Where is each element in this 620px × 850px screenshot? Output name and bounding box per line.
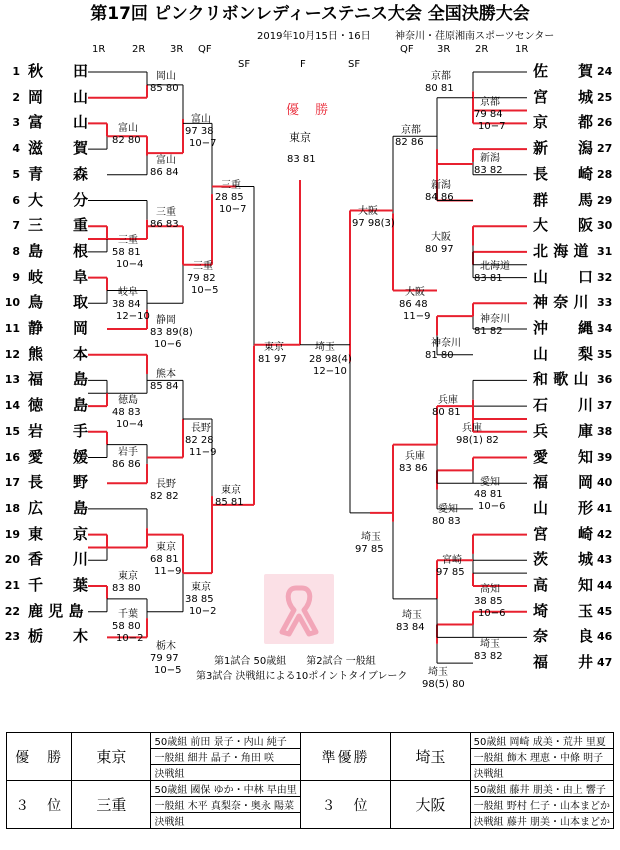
match-score: 81 97	[258, 354, 287, 365]
team-name: 香 川	[28, 550, 89, 569]
seed-number: 26	[597, 116, 613, 130]
member-cell: 一般組 飾木 理恵・中條 明子	[470, 749, 613, 765]
match-winner: 岡山	[156, 71, 176, 82]
match-tiebreak: 10−4	[116, 259, 144, 270]
match-tiebreak: 10−7	[219, 204, 247, 215]
round-header-final: F	[300, 59, 306, 70]
team-name: 奈 良	[533, 627, 594, 646]
match-score: 38 85	[185, 594, 214, 605]
match-score: 82 82	[150, 491, 179, 502]
match-score: 86 84	[150, 167, 179, 178]
member-cell: 決戦組	[470, 765, 613, 781]
team-cell: 埼玉	[391, 733, 470, 781]
match-score: 97 98(3)	[352, 218, 395, 229]
match-winner: 埼玉	[480, 639, 500, 650]
member-cell: 50歳組 藤井 朋美・由上 響子	[470, 781, 613, 797]
match-score: 83 82	[474, 165, 503, 176]
match-tiebreak: 10−7	[189, 138, 217, 149]
match-score: 86 48	[399, 299, 428, 310]
team-name: 鹿 児 島	[28, 601, 84, 620]
team-name: 和 歌 山	[533, 370, 589, 389]
match-winner: 神奈川	[480, 314, 510, 325]
match-winner: 京都	[401, 125, 421, 136]
match-score: 38 85	[474, 596, 503, 607]
member-cell: 一般組 細井 晶子・角田 咲	[151, 749, 300, 765]
match-score: 98(1) 82	[456, 435, 499, 446]
results-row	[7, 733, 614, 749]
event-date: 2019年10月15日・16日	[257, 31, 371, 42]
team-name: 山 梨	[533, 344, 594, 363]
seed-number: 33	[597, 296, 613, 310]
rank-cell: 準優勝	[300, 733, 391, 781]
match-winner: 埼玉	[315, 342, 335, 353]
team-name: 石 川	[533, 396, 594, 415]
match-winner: 神奈川	[431, 338, 461, 349]
seed-number: 7	[12, 219, 20, 233]
match-score: 86 86	[112, 459, 141, 470]
round-header-3r-right: 3R	[437, 44, 451, 55]
match-winner: 兵庫	[462, 423, 482, 434]
match-score: 68 81	[150, 554, 179, 565]
seed-number: 30	[597, 219, 613, 233]
member-cell: 50歳組 前田 景子・内山 純子	[151, 733, 300, 749]
team-name: 福 島	[28, 370, 89, 389]
match-tiebreak: 12−10	[313, 366, 347, 377]
match-winner: 大阪	[358, 206, 378, 217]
match-winner: 三重	[118, 235, 138, 246]
match-winner: 東京	[191, 582, 211, 593]
match-winner: 京都	[431, 71, 451, 82]
round-header-sf-left: SF	[238, 59, 251, 70]
team-name: 宮 崎	[533, 524, 594, 543]
team-name: 佐 賀	[533, 62, 594, 80]
seed-number: 19	[4, 527, 20, 541]
team-name: 栃 木	[28, 627, 89, 646]
member-cell: 決戦組	[151, 813, 300, 829]
seed-number: 35	[597, 347, 613, 361]
member-cell: 50歳組 國保 ゆか・中林 早由里	[151, 781, 300, 797]
match-winner: 愛知	[438, 504, 458, 515]
team-name: 高 知	[533, 576, 594, 594]
match-score: 84 86	[425, 192, 454, 203]
match-score: 83 82	[474, 651, 503, 662]
match-score: 85 81	[215, 497, 244, 508]
rank-cell: ３ 位	[7, 781, 72, 829]
match-score: 58 81	[112, 247, 141, 258]
seed-number: 4	[12, 142, 20, 156]
match-score: 83 80	[112, 583, 141, 594]
seed-number: 47	[597, 656, 613, 670]
match-score: 86 83	[150, 219, 179, 230]
match-score: 80 97	[425, 244, 454, 255]
match-winner: 三重	[193, 261, 213, 272]
seed-number: 17	[4, 476, 20, 490]
round-header-sf-right: SF	[348, 59, 361, 70]
seed-number: 14	[4, 399, 20, 413]
member-cell: 一般組 野村 仁子・山本まどか	[470, 797, 613, 813]
team-name: 福 井	[533, 653, 594, 672]
match-score: 83 81	[474, 273, 503, 284]
seed-number: 27	[597, 142, 613, 156]
seed-number: 6	[12, 193, 20, 207]
match-winner: 愛知	[480, 477, 500, 488]
team-name: 千 葉	[28, 576, 89, 594]
team-cell: 三重	[72, 781, 151, 829]
match-score: 80 81	[425, 83, 454, 94]
seed-number: 13	[4, 373, 20, 387]
champion-team: 東京	[289, 131, 311, 144]
team-name: 岩 手	[28, 421, 89, 440]
match-winner: 岩手	[118, 447, 138, 458]
match-winner: 大阪	[405, 287, 425, 298]
seed-number: 10	[4, 296, 20, 310]
team-name: 埼 玉	[533, 601, 594, 620]
match-winner: 埼玉	[361, 532, 381, 543]
team-name: 福 岡	[533, 473, 594, 492]
match-winner: 埼玉	[428, 667, 448, 678]
match-score: 82 28	[185, 435, 214, 446]
seed-number: 28	[597, 167, 613, 181]
team-name: 宮 城	[533, 87, 594, 106]
match-winner: 東京	[264, 342, 284, 353]
match-tiebreak: 10−7	[478, 121, 506, 132]
seed-number: 5	[12, 167, 20, 181]
match-score: 98(5) 80	[422, 679, 465, 690]
seed-number: 11	[4, 322, 20, 335]
match-score: 97 38	[185, 126, 214, 137]
match-score: 79 97	[150, 653, 179, 664]
champion-label: 優 勝	[286, 103, 335, 118]
match-winner: 北海道	[480, 261, 510, 272]
match-tiebreak: 10−6	[478, 608, 506, 619]
seed-number: 1	[12, 65, 20, 78]
seed-number: 42	[597, 527, 613, 541]
team-name: 徳 島	[28, 396, 89, 415]
match-score: 48 81	[474, 489, 503, 500]
match-winner: 大阪	[431, 232, 451, 243]
match-score: 28 98(4)	[309, 354, 352, 365]
seed-number: 24	[597, 65, 613, 78]
seed-number: 9	[12, 270, 20, 284]
team-name: 長 崎	[533, 164, 594, 183]
match-winner: 東京	[221, 485, 241, 496]
team-name: 新 潟	[533, 139, 594, 158]
match-tiebreak: 10−2	[116, 633, 144, 644]
match-tiebreak: 10−5	[191, 285, 219, 296]
match-winner: 新潟	[431, 180, 451, 191]
seed-number: 20	[4, 553, 20, 567]
seed-number: 16	[4, 450, 20, 464]
match-score: 28 85	[215, 192, 244, 203]
match-score: 48 83	[112, 407, 141, 418]
match-score: 79 82	[187, 273, 216, 284]
seed-number: 2	[12, 90, 20, 104]
match-score: 85 80	[150, 83, 179, 94]
match-score: 58 80	[112, 621, 141, 632]
match-winner: 東京	[156, 542, 176, 553]
match-tiebreak: 11−9	[154, 566, 182, 577]
member-cell: 決戦組	[151, 765, 300, 781]
match-winner: 熊本	[156, 369, 176, 380]
team-name: 熊 本	[28, 344, 89, 363]
seed-number: 43	[597, 553, 613, 567]
seed-number: 36	[597, 373, 613, 387]
team-name: 富 山	[28, 113, 89, 132]
team-name: 茨 城	[533, 550, 594, 569]
team-name: 京 都	[533, 113, 594, 132]
results-table	[6, 732, 614, 829]
seed-number: 23	[4, 630, 20, 644]
round-header-1r-right: 1R	[515, 44, 529, 55]
round-header-2r: 2R	[132, 44, 146, 55]
seed-number: 15	[4, 424, 20, 438]
champion-score: 83 81	[287, 154, 316, 165]
member-cell: 決戦組 藤井 朋美・山本まどか	[470, 813, 613, 829]
seed-number: 39	[597, 450, 613, 464]
match-winner: 栃木	[156, 641, 176, 652]
match-score: 97 85	[436, 567, 465, 578]
results-row	[7, 781, 614, 797]
team-name: 秋 田	[28, 62, 89, 80]
match-score: 83 84	[396, 622, 425, 633]
match-score: 80 83	[432, 516, 461, 527]
team-name: 長 野	[28, 473, 89, 492]
match-winner: 宮崎	[442, 555, 462, 566]
seed-number: 3	[12, 116, 20, 130]
team-name: 東 京	[28, 524, 89, 543]
match-winner: 長野	[156, 479, 176, 490]
round-header-2r-right: 2R	[475, 44, 489, 55]
team-name: 山 形	[533, 498, 594, 517]
match-winner: 京都	[480, 97, 500, 108]
seed-number: 8	[12, 244, 20, 258]
match-score: 80 81	[432, 407, 461, 418]
seed-number: 29	[597, 193, 613, 207]
team-cell: 東京	[72, 733, 151, 781]
team-name: 神 奈 川	[533, 293, 589, 312]
team-name: 三 重	[28, 216, 89, 235]
seed-number: 34	[597, 322, 613, 335]
match-winner: 三重	[221, 180, 241, 191]
pink-ribbon-logo	[264, 574, 334, 644]
match-score: 38 84	[112, 299, 141, 310]
match-score: 83 89(8)	[150, 327, 193, 338]
rank-cell: ３ 位	[300, 781, 391, 829]
match-tiebreak: 10−5	[154, 665, 182, 676]
page-title: 第17回 ピンクリボンレディーステニス大会 全国決勝大会	[90, 4, 530, 24]
member-cell: 一般組 木平 真梨奈・奥永 陽菜	[151, 797, 300, 813]
match-tiebreak: 10−6	[154, 339, 182, 350]
team-name: 大 阪	[533, 216, 594, 235]
team-name: 沖 縄	[533, 319, 594, 337]
seed-number: 40	[597, 476, 613, 490]
match-tiebreak: 10−4	[116, 419, 144, 430]
team-name: 兵 庫	[533, 421, 594, 440]
match-tiebreak: 10−6	[478, 501, 506, 512]
team-name: 滋 賀	[28, 139, 89, 158]
team-name: 岡 山	[28, 87, 89, 106]
team-name: 島 根	[28, 241, 89, 260]
match-winner: 東京	[118, 571, 138, 582]
round-header-qf: QF	[198, 44, 212, 55]
match-score: 83 86	[399, 463, 428, 474]
seed-number: 32	[597, 270, 613, 284]
match-tiebreak: 11−9	[403, 311, 431, 322]
event-venue: 神奈川・荏原湘南スポーツセンター	[395, 31, 555, 42]
seed-number: 18	[4, 501, 20, 515]
match-winner: 富山	[191, 114, 211, 125]
match-tiebreak: 12−10	[116, 311, 150, 322]
match-winner: 高知	[480, 584, 500, 595]
match-winner: 埼玉	[402, 610, 422, 621]
seed-number: 12	[4, 347, 20, 361]
seed-number: 22	[4, 604, 20, 618]
rank-cell: 優 勝	[7, 733, 72, 781]
match-winner: 新潟	[480, 153, 500, 164]
seed-number: 37	[597, 399, 613, 413]
match-winner: 岐阜	[118, 287, 138, 298]
seed-number: 25	[597, 90, 613, 104]
match-tiebreak: 10−2	[189, 606, 217, 617]
match-winner: 富山	[156, 155, 176, 166]
match-winner: 富山	[118, 123, 138, 134]
match-score: 81 82	[474, 326, 503, 337]
member-cell: 50歳組 岡崎 成美・荒井 里夏	[470, 733, 613, 749]
seed-number: 46	[597, 630, 613, 644]
team-name: 広 島	[28, 498, 89, 517]
team-cell: 大阪	[391, 781, 470, 829]
team-name: 大 分	[28, 190, 89, 209]
team-name: 山 口	[533, 267, 594, 286]
team-name: 北 海 道	[533, 241, 589, 260]
match-winner: 徳島	[118, 395, 138, 406]
team-name: 青 森	[28, 164, 89, 183]
team-name: 岐 阜	[28, 267, 89, 286]
match-winner: 静岡	[156, 315, 176, 326]
note-line-1: 第1試合 50歳組 第2試合 一般組	[214, 656, 376, 667]
match-score: 81 80	[425, 350, 454, 361]
match-winner: 千葉	[118, 609, 138, 620]
seed-number: 44	[597, 579, 613, 592]
seed-number: 31	[597, 244, 613, 258]
seed-number: 41	[597, 501, 613, 515]
match-winner: 長野	[191, 423, 211, 434]
note-line-2: 第3試合 決戦組による10ポイントタイブレーク	[196, 671, 408, 682]
round-header-1r: 1R	[92, 44, 106, 55]
seed-number: 45	[597, 604, 613, 618]
round-header-3r: 3R	[170, 44, 184, 55]
match-winner: 三重	[156, 207, 176, 218]
match-score: 82 80	[112, 135, 141, 146]
match-winner: 兵庫	[438, 395, 458, 406]
seed-number: 21	[4, 579, 20, 592]
match-tiebreak: 11−9	[189, 447, 217, 458]
team-name: 群 馬	[533, 190, 594, 209]
team-name: 静 岡	[28, 319, 89, 337]
team-name: 鳥 取	[28, 293, 89, 312]
team-name: 愛 媛	[28, 447, 89, 466]
match-score: 85 84	[150, 381, 179, 392]
seed-number: 38	[597, 424, 613, 438]
team-name: 愛 知	[533, 447, 594, 466]
match-score: 79 84	[474, 109, 503, 120]
match-winner: 兵庫	[405, 451, 425, 462]
match-score: 97 85	[355, 544, 384, 555]
round-header-qf-right: QF	[400, 44, 414, 55]
match-score: 82 86	[395, 137, 424, 148]
